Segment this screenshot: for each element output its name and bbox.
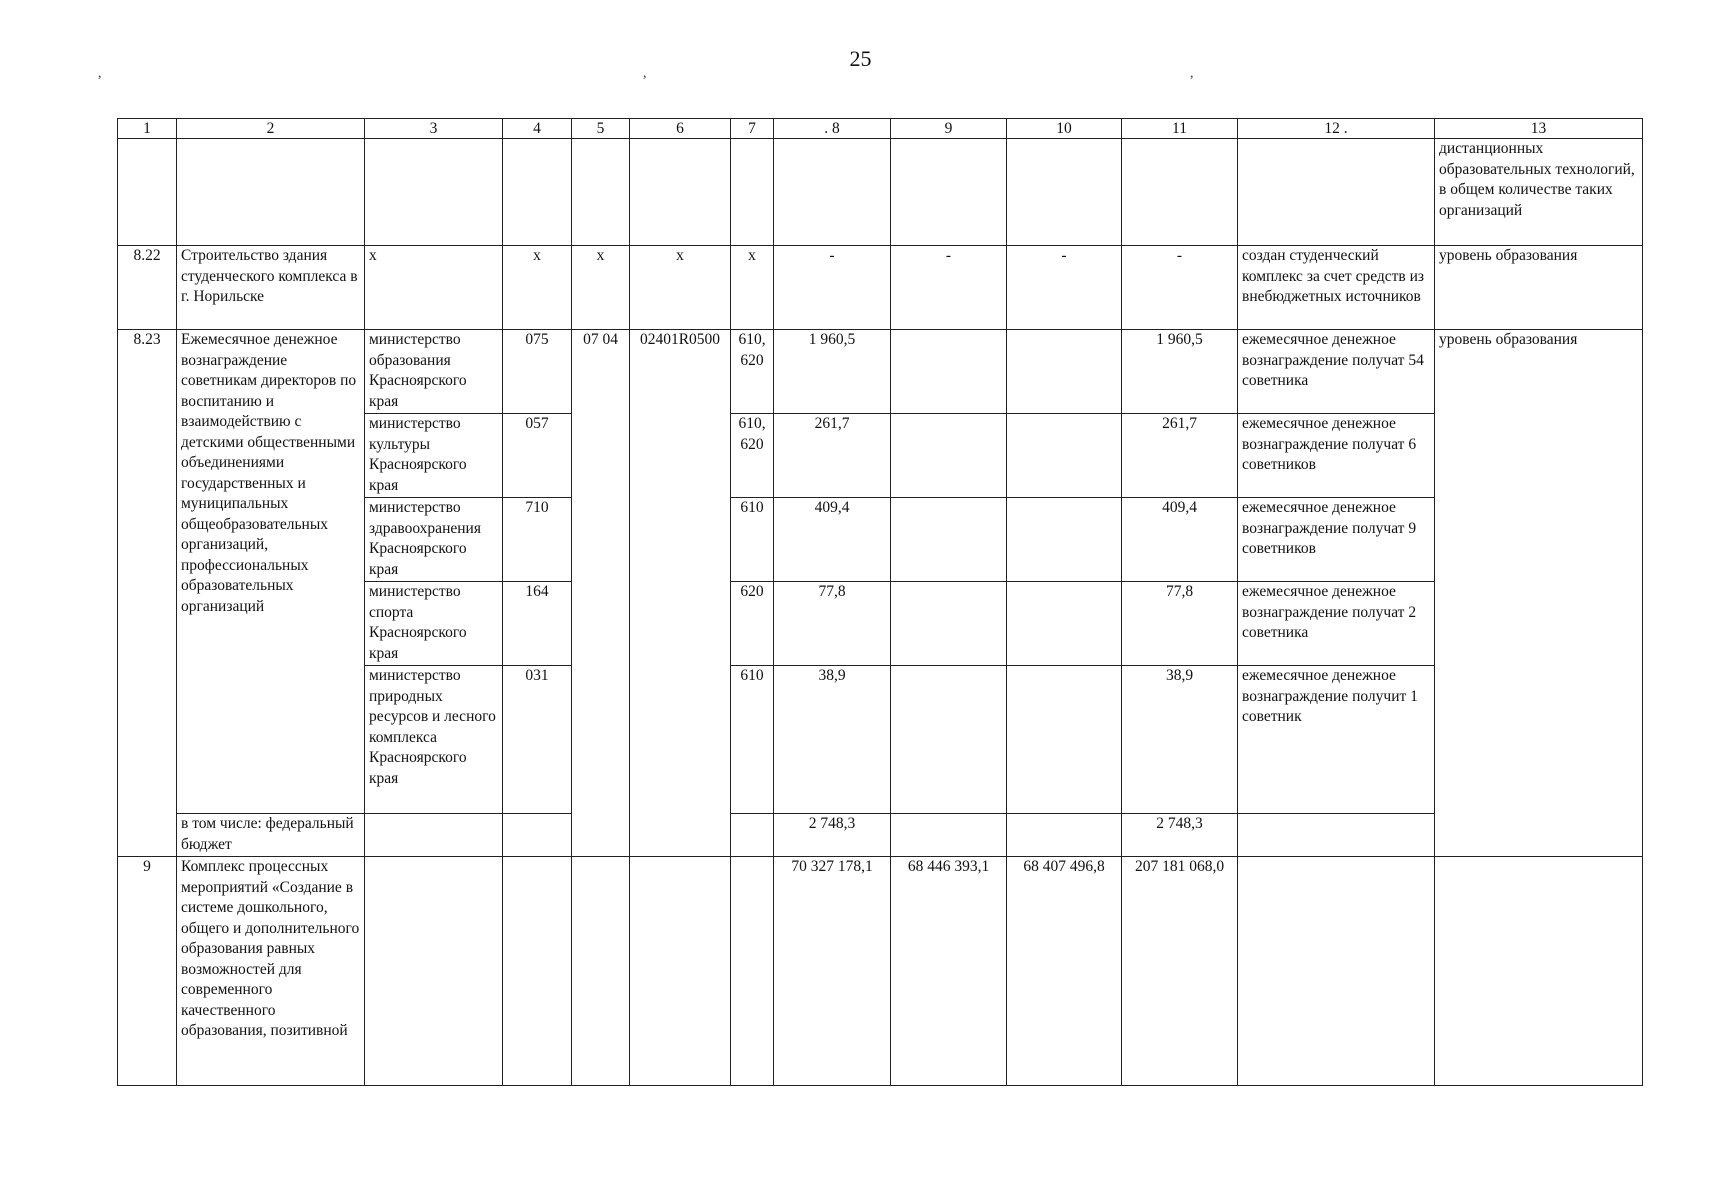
ministry-cell: министерство спорта Красноярского края: [365, 582, 503, 666]
header-cell: 12 .: [1238, 119, 1435, 139]
page-number: 25: [849, 46, 872, 71]
table-cell: х: [365, 246, 503, 330]
table-row: [118, 814, 1643, 857]
header-cell: . 8: [774, 119, 891, 139]
header-cell: 3: [365, 119, 503, 139]
expense-type-cell: 620: [731, 582, 774, 666]
header-cell: 2: [177, 119, 365, 139]
federal-budget-label: в том числе: федеральный бюджет: [177, 814, 365, 857]
amount-cell: -: [1122, 246, 1238, 330]
table-cell: [1007, 139, 1122, 246]
amount-cell: 1 960,5: [774, 330, 891, 414]
ministry-cell: министерство здравоохранения Красноярского края: [365, 498, 503, 582]
result-cell: ежемесячное денежное вознаграждение получат 54 советника: [1238, 330, 1435, 414]
target-code-cell: 02401R0500: [630, 330, 731, 857]
code-cell: 710: [503, 498, 572, 582]
header-cell: 9: [891, 119, 1007, 139]
table-cell: х: [630, 246, 731, 330]
table-row: [118, 330, 1643, 414]
table-cell: [503, 139, 572, 246]
result-cell: ежемесячное денежное вознаграждение получат 2 советника: [1238, 582, 1435, 666]
amount-cell: 2 748,3: [774, 814, 891, 857]
expense-type-cell: 610: [731, 666, 774, 814]
amount-cell: [891, 498, 1007, 582]
ministry-cell: министерство культуры Красноярского края: [365, 414, 503, 498]
ministry-cell: министерство природных ресурсов и лесного комплекса Красноярского края: [365, 666, 503, 814]
table-cell: х: [503, 246, 572, 330]
header-cell: 7: [731, 119, 774, 139]
amount-cell: 77,8: [774, 582, 891, 666]
amount-cell: [1007, 582, 1122, 666]
row-number: 9: [118, 857, 177, 1086]
code-cell: 164: [503, 582, 572, 666]
header-cell: 10: [1007, 119, 1122, 139]
table-cell: [572, 139, 630, 246]
amount-cell: [1007, 666, 1122, 814]
expense-type-cell: 610, 620: [731, 414, 774, 498]
table-cell: [1435, 857, 1643, 1086]
header-cell: 13: [1435, 119, 1643, 139]
table-cell: [365, 814, 503, 857]
scan-speck: ,: [1190, 66, 1194, 81]
header-cell: 1: [118, 119, 177, 139]
table-row: [118, 139, 1643, 246]
amount-cell: 1 960,5: [1122, 330, 1238, 414]
table-cell: [731, 857, 774, 1086]
amount-cell: 409,4: [774, 498, 891, 582]
section-code-cell: 07 04: [572, 330, 630, 857]
result-cell: создан студенческий комплекс за счет средств из внебюджетных источников: [1238, 246, 1435, 330]
amount-cell: [891, 666, 1007, 814]
table-cell: [177, 139, 365, 246]
amount-cell: 70 327 178,1: [774, 857, 891, 1086]
table-cell: [365, 139, 503, 246]
table-cell: [774, 139, 891, 246]
amount-cell: [891, 582, 1007, 666]
table-row: [118, 857, 1643, 1086]
table-cell: х: [572, 246, 630, 330]
header-cell: 4: [503, 119, 572, 139]
code-cell: 057: [503, 414, 572, 498]
amount-cell: [1007, 330, 1122, 414]
header-cell: 5: [572, 119, 630, 139]
table-cell: х: [731, 246, 774, 330]
code-cell: 075: [503, 330, 572, 414]
amount-cell: -: [774, 246, 891, 330]
indicator-cell: уровень образования: [1435, 246, 1643, 330]
result-cell: ежемесячное денежное вознаграждение получат 9 советников: [1238, 498, 1435, 582]
indicator-cell: уровень образования: [1435, 330, 1643, 857]
table-cell: [630, 139, 731, 246]
header-cell: 6: [630, 119, 731, 139]
amount-cell: 38,9: [1122, 666, 1238, 814]
expense-type-cell: 610, 620: [731, 330, 774, 414]
table-cell: [503, 814, 572, 857]
amount-cell: 2 748,3: [1122, 814, 1238, 857]
amount-cell: -: [1007, 246, 1122, 330]
row-number: 8.23: [118, 330, 177, 857]
table-cell: [630, 857, 731, 1086]
amount-cell: 68 446 393,1: [891, 857, 1007, 1086]
table-cell: [1238, 139, 1435, 246]
amount-cell: 38,9: [774, 666, 891, 814]
result-cell: ежемесячное денежное вознаграждение получат 6 советников: [1238, 414, 1435, 498]
table-cell: [731, 814, 774, 857]
table-cell: [1238, 857, 1435, 1086]
column-number-header: [118, 119, 1643, 139]
amount-cell: 261,7: [1122, 414, 1238, 498]
amount-cell: [891, 330, 1007, 414]
measure-name: Ежемесячное денежное вознаграждение советникам директоров по воспитанию и взаимодействию с детскими общественными объединениями государственных и муниципальных общеобразовательных организаций, профессиональных образовательных организаций: [177, 330, 365, 814]
scan-speck: ,: [98, 66, 102, 81]
table-cell: [731, 139, 774, 246]
amount-cell: 261,7: [774, 414, 891, 498]
amount-cell: 68 407 496,8: [1007, 857, 1122, 1086]
table-cell: [891, 139, 1007, 246]
amount-cell: -: [891, 246, 1007, 330]
row-number: 8.22: [118, 246, 177, 330]
table-cell: [118, 139, 177, 246]
table-cell: [572, 857, 630, 1086]
amount-cell: [891, 814, 1007, 857]
header-cell: 11: [1122, 119, 1238, 139]
result-cell: ежемесячное денежное вознаграждение получит 1 советник: [1238, 666, 1435, 814]
measure-name: Строительство здания студенческого комплекса в г. Норильске: [177, 246, 365, 330]
ministry-cell: министерство образования Красноярского края: [365, 330, 503, 414]
code-cell: 031: [503, 666, 572, 814]
amount-cell: [1007, 814, 1122, 857]
expense-type-cell: 610: [731, 498, 774, 582]
indicator-cell: дистанционных образовательных технологий, в общем количестве таких организаций: [1435, 139, 1643, 246]
table-cell: [1238, 814, 1435, 857]
table-cell: [365, 857, 503, 1086]
amount-cell: [891, 414, 1007, 498]
measure-name: Комплекс процессных мероприятий «Создание в системе дошкольного, общего и дополнительного образования равных возможностей для современного качественного образования, позитивной: [177, 857, 365, 1086]
amount-cell: [1007, 414, 1122, 498]
budget-table: [117, 118, 1643, 1086]
table-cell: [503, 857, 572, 1086]
amount-cell: 409,4: [1122, 498, 1238, 582]
scan-speck: ,: [643, 66, 647, 81]
amount-cell: 77,8: [1122, 582, 1238, 666]
table-cell: [1122, 139, 1238, 246]
amount-cell: [1007, 498, 1122, 582]
table-row: [118, 246, 1643, 330]
amount-cell: 207 181 068,0: [1122, 857, 1238, 1086]
